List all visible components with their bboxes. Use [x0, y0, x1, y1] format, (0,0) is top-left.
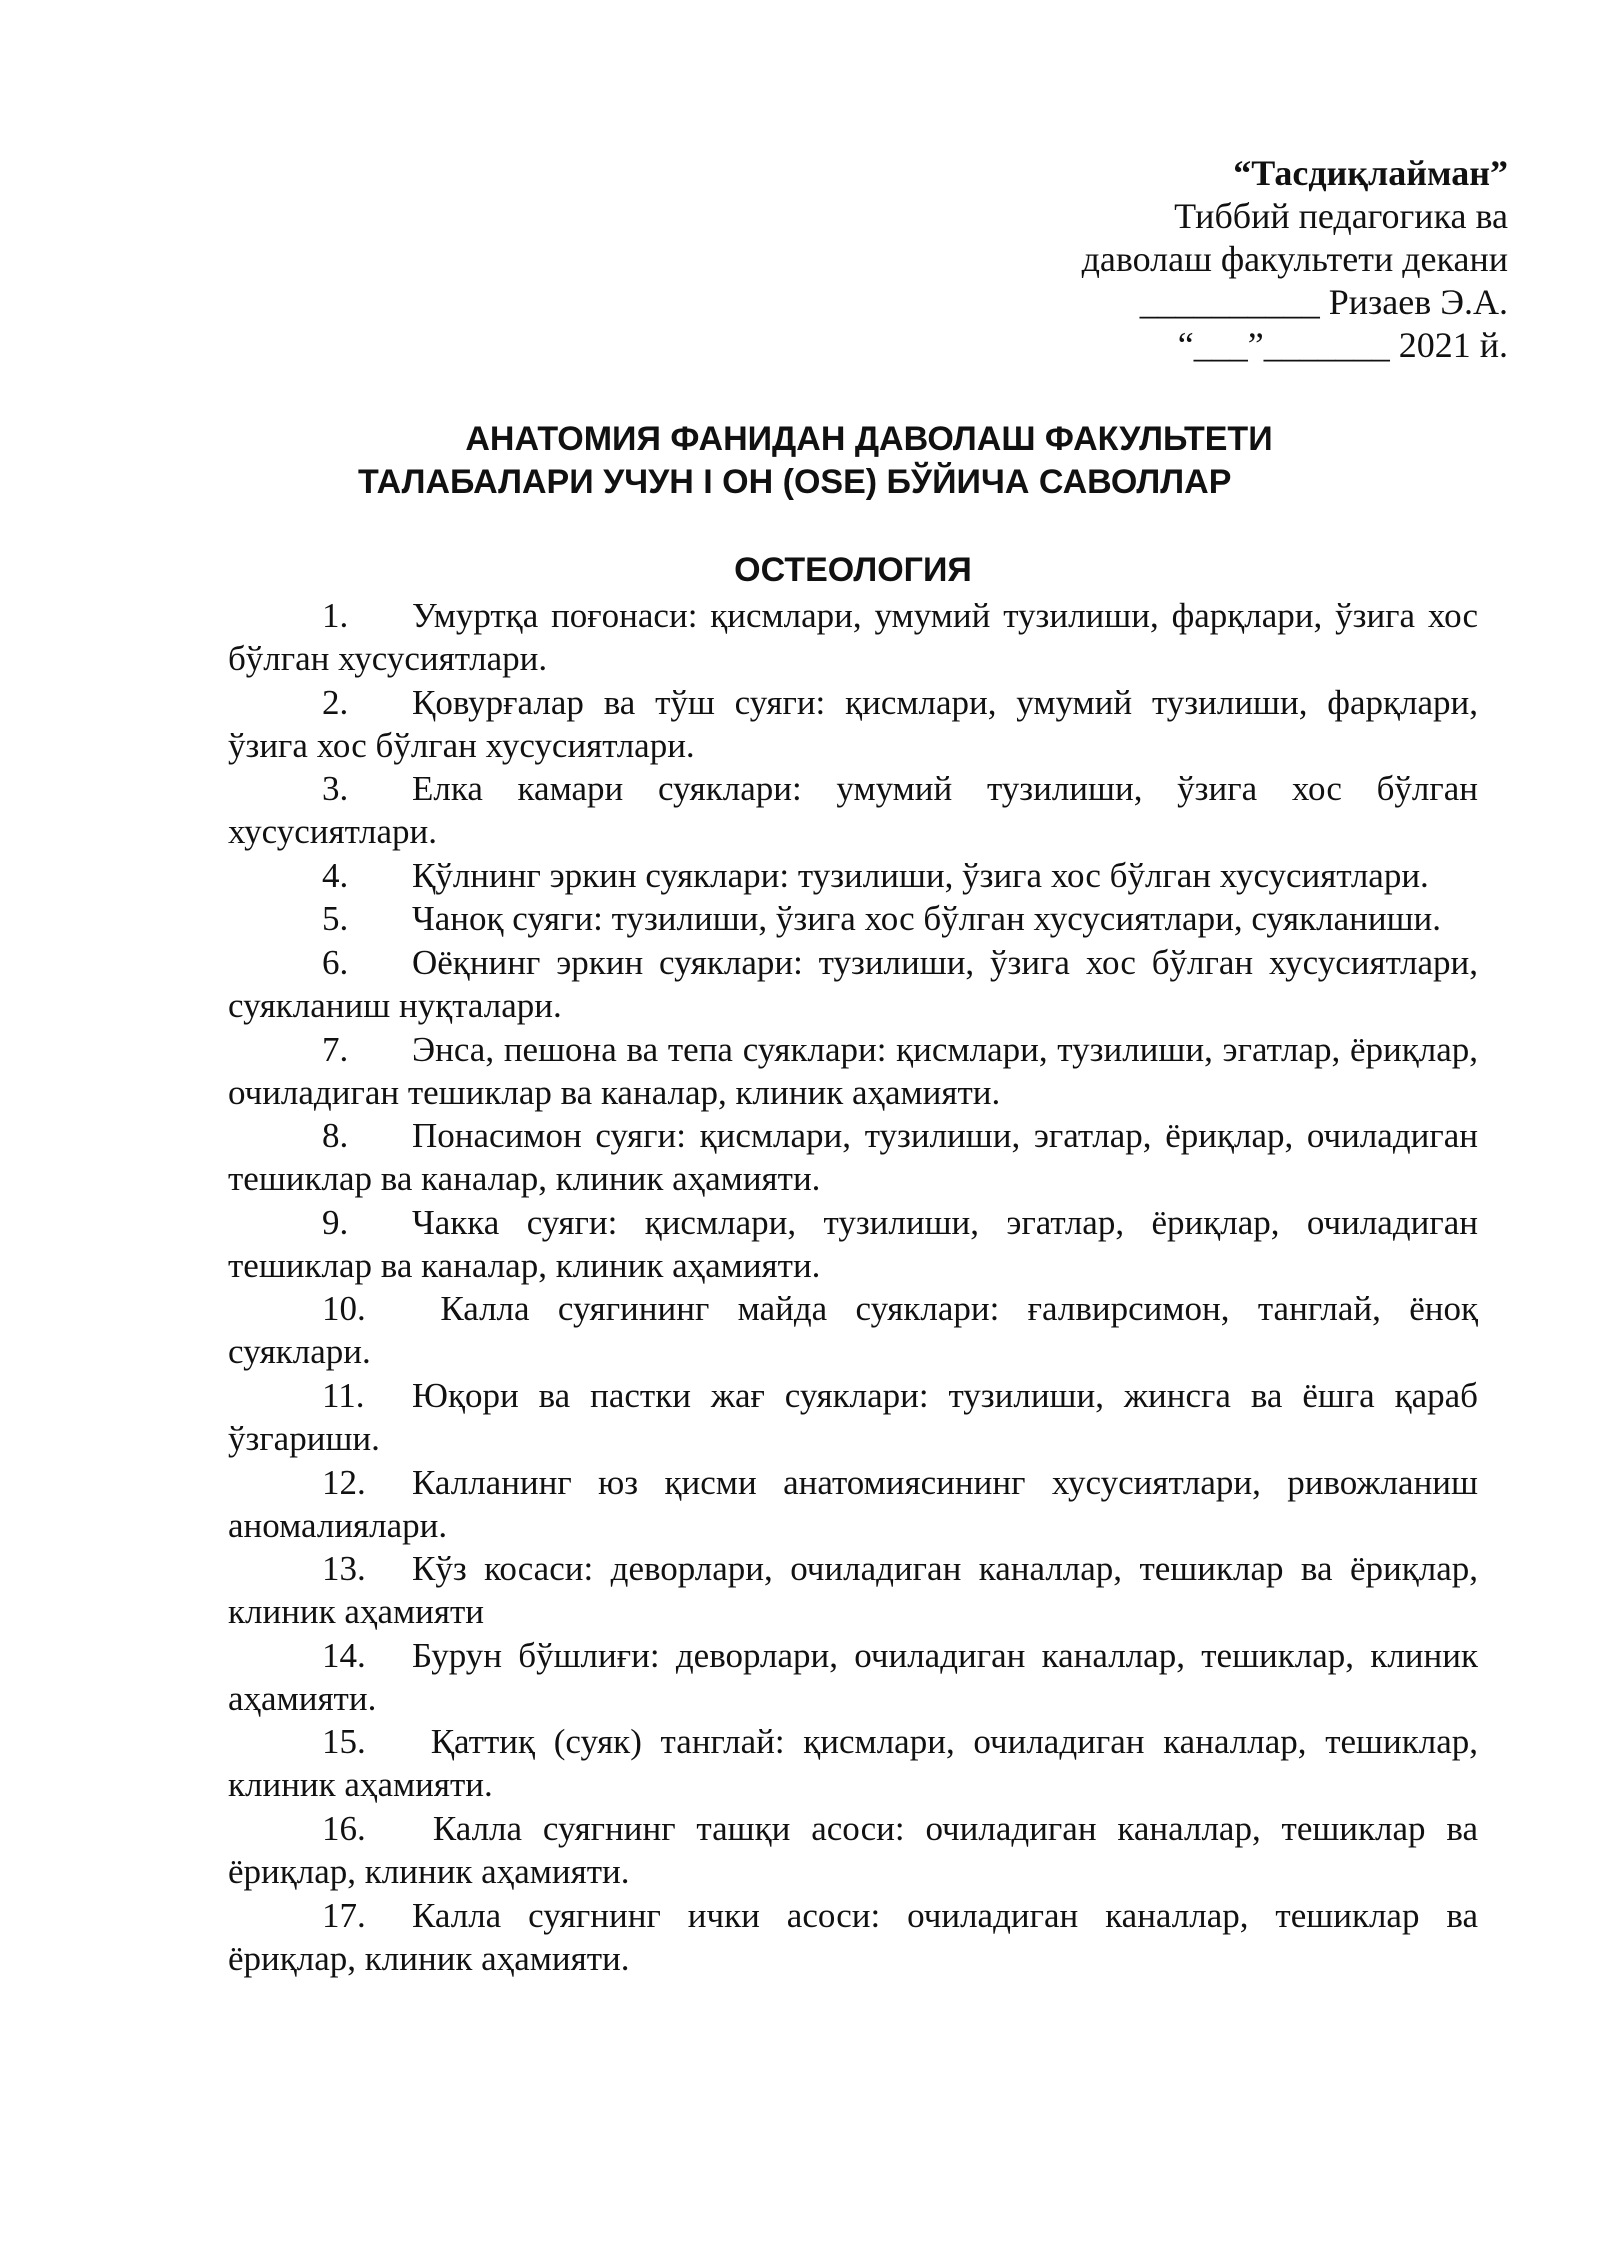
- question-text: Бурун бўшлиғи: деворлари, очиладиган каналлар, тешиклар, клиник аҳамияти.: [228, 1635, 1478, 1718]
- question-item: [228, 1374, 1478, 1460]
- question-text: Понасимон суяги: қисмлари, тузилиши, эгатлар, ёриқлар, очиладиган тешиклар ва каналар, клиник аҳамияти.: [228, 1116, 1478, 1199]
- question-text: Калланинг юз қисми анатомиясининг хусусиятлари, ривожланиш аномалиялари.: [228, 1462, 1478, 1545]
- question-item: [228, 1201, 1478, 1287]
- question-number: 17.: [322, 1895, 366, 1935]
- question-number: 10.: [322, 1289, 366, 1329]
- approval-signature-line: __________ Ризаев Э.А.: [1139, 282, 1508, 322]
- question-item: [228, 767, 1478, 853]
- question-item: [228, 681, 1478, 767]
- question-item: [228, 941, 1478, 1027]
- question-text: Елка камари суяклари: умумий тузилиши, ўзига хос бўлган хусусиятлари.: [228, 769, 1478, 852]
- approval-title: “Тасдиқлайман”: [1233, 153, 1508, 193]
- question-text: Энса, пешона ва тепа суяклари: қисмлари, тузилиши, эгатлар, ёриқлар, очиладиган тешиклар ва каналар, клиник аҳамияти.: [228, 1029, 1478, 1112]
- question-item: [228, 1114, 1478, 1200]
- question-item: [228, 1547, 1478, 1633]
- question-text: Чаноқ суяги: тузилиши, ўзига хос бўлган хусусиятлари, суякланиши.: [412, 899, 1442, 939]
- question-text: Юқори ва пастки жағ суяклари: тузилиши, жинсга ва ёшга қараб ўзгариши.: [228, 1375, 1478, 1458]
- question-number: 4.: [322, 855, 349, 895]
- question-text: Умуртқа поғонаси: қисмлари, умумий тузилиши, фарқлари, ўзига хос бўлган хусусиятлари.: [228, 596, 1478, 678]
- question-number: 2.: [322, 682, 349, 722]
- question-item: [228, 1720, 1478, 1806]
- question-number: 15.: [322, 1722, 366, 1762]
- question-number: 13.: [322, 1549, 366, 1589]
- question-number: 1.: [322, 596, 349, 635]
- question-item: [228, 1287, 1478, 1373]
- question-number: 6.: [322, 942, 349, 982]
- question-number: 12.: [322, 1462, 366, 1502]
- question-item: [228, 1807, 1478, 1893]
- question-number: 14.: [322, 1635, 366, 1675]
- document-title: [220, 418, 1476, 504]
- approval-date-line: “___”_______ 2021 й.: [1177, 325, 1508, 365]
- question-text: Қўлнинг эркин суяклари: тузилиши, ўзига хос бўлган хусусиятлари.: [412, 855, 1429, 895]
- document-title-line2: ТАЛАБАЛАРИ УЧУН I ОН (OSE) БЎЙИЧА САВОЛЛАР: [358, 463, 1232, 501]
- question-text: Чакка суяги: қисмлари, тузилиши, эгатлар, ёриқлар, очиладиган тешиклар ва каналар, клиник аҳамияти.: [228, 1202, 1478, 1285]
- question-item: [228, 1634, 1478, 1720]
- question-text: Калла суягининг майда суяклари: ғалвирсимон, танглай, ёноқ суяклари.: [228, 1289, 1478, 1372]
- question-text: Қовурғалар ва тўш суяги: қисмлари, умумий тузилиши, фарқлари, ўзига хос бўлган хусусиятлари.: [228, 682, 1478, 765]
- question-text: Калла суягнинг ташқи асоси: очиладиган каналлар, тешиклар ва ёриқлар, клиник аҳамияти.: [228, 1808, 1478, 1891]
- approval-position-line2: даволаш факультети декани: [1081, 239, 1508, 279]
- question-item: [228, 1028, 1478, 1114]
- question-text: Қаттиқ (суяк) танглай: қисмлари, очиладиган каналлар, тешиклар, клиник аҳамияти.: [228, 1722, 1478, 1805]
- question-number: 16.: [322, 1808, 366, 1848]
- question-number: 11.: [322, 1375, 365, 1415]
- question-number: 8.: [322, 1116, 349, 1156]
- question-item: [228, 897, 1478, 940]
- approval-position-line1: Тиббий педагогика ва: [1174, 196, 1508, 236]
- document-title-line1: АНАТОМИЯ ФАНИДАН ДАВОЛАШ ФАКУЛЬТЕТИ: [465, 420, 1273, 458]
- question-number: 5.: [322, 899, 349, 939]
- question-text: Кўз косаси: деворлари, очиладиган каналлар, тешиклар ва ёриқлар, клиник аҳамияти: [228, 1549, 1478, 1632]
- question-item: [228, 854, 1478, 897]
- question-number: 7.: [322, 1029, 349, 1069]
- questions-list: [228, 594, 1478, 1980]
- approval-block: [948, 152, 1508, 367]
- question-text: Калла суягнинг ички асоси: очиладиган каналлар, тешиклар ва ёриқлар, клиник аҳамияти.: [228, 1895, 1478, 1978]
- question-number: 3.: [322, 769, 349, 809]
- question-text: Оёқнинг эркин суяклари: тузилиши, ўзига хос бўлган хусусиятлари, суякланиш нуқталари.: [228, 942, 1478, 1025]
- question-item: [228, 1894, 1478, 1980]
- section-heading: ОСТЕОЛОГИЯ: [734, 551, 972, 589]
- question-item: [228, 1461, 1478, 1547]
- question-number: 9.: [322, 1202, 349, 1242]
- question-item: [228, 594, 1478, 680]
